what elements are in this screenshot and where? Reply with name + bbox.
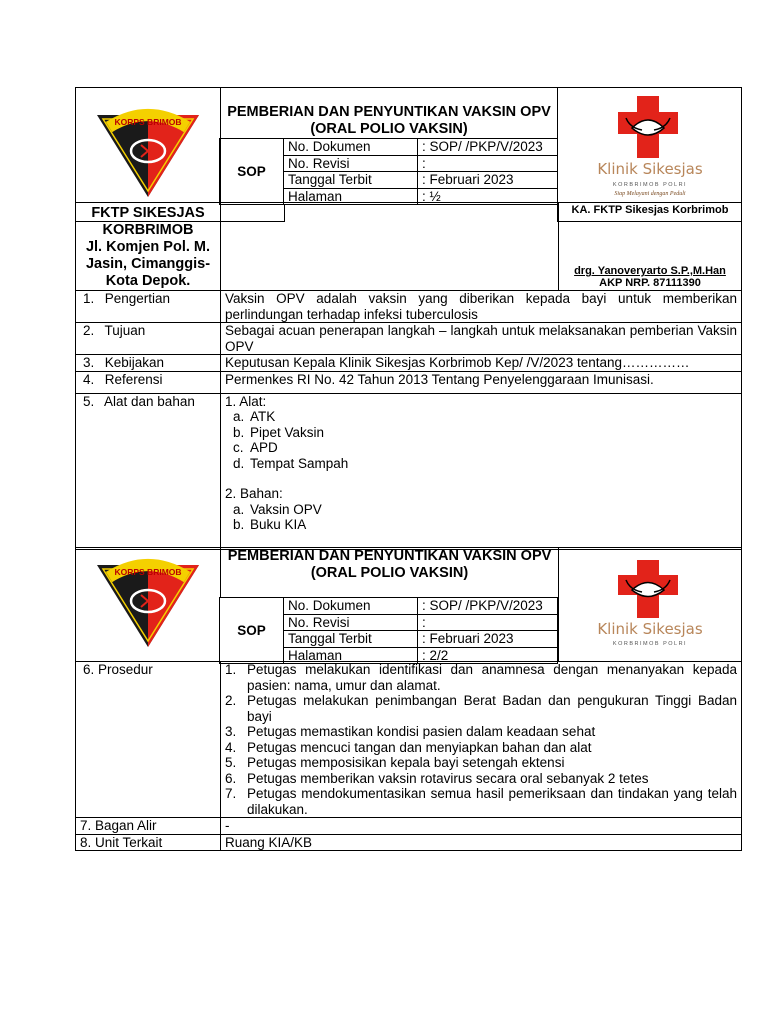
sop-body-1 [75, 202, 742, 291]
klinik-sikesjas-logo [558, 88, 742, 222]
list-item: 2. Petugas melakukan penimbangan Berat Badan dan pengukuran Tinggi Badan bayi [225, 693, 737, 724]
meta-label: Halaman [284, 188, 418, 205]
section-label: 2. Tujuan [76, 323, 221, 355]
bagan-label: 7. Bagan Alir [76, 818, 221, 835]
list-item: b. Pipet Vaksin [233, 424, 325, 440]
svg-text:Klinik Sikesjas: Klinik Sikesjas [596, 160, 703, 178]
meta-label: Tanggal Terbit [284, 631, 418, 648]
sop-label-1: SOP [220, 139, 284, 205]
list-item: 6. Petugas memberikan vaksin rotavirus secara oral sebanyak 2 tetes [225, 770, 649, 786]
section-label: 3. Kebijakan [76, 355, 221, 372]
list-item: d. Tempat Sampah [233, 455, 349, 471]
list-item: 5. Petugas memposisikan kepala bayi setengah ektensi [225, 755, 565, 770]
document-title: PEMBERIAN DAN PENYUNTIKAN VAKSIN OPV (ORAL POLIO VAKSIN) [221, 88, 558, 205]
prosedur-steps [221, 662, 742, 818]
ka-name: drg. Yanoveryarto S.P.,M.Han [574, 265, 726, 277]
meta-label: No. Dokumen [284, 139, 418, 156]
meta-value: : Februari 2023 [418, 172, 558, 189]
section-label: 1. Pengertian [76, 291, 221, 323]
bahan-heading: 2. Bahan: [225, 486, 283, 501]
korps-brimob-logo [76, 548, 221, 662]
unit-label: 8. Unit Terkait [76, 834, 221, 851]
section-label: 4. Referensi [76, 371, 221, 393]
alat-heading: 1. Alat: [225, 393, 267, 409]
sop-label-2: SOP [220, 598, 284, 664]
red-cross-icon [590, 94, 710, 199]
meta-value: : ½ [418, 188, 558, 205]
meta-value: : [418, 614, 558, 631]
meta-label: Tanggal Terbit [284, 172, 418, 189]
list-item: 4. Petugas mencuci tangan dan menyiapkan bahan dan alat [225, 739, 592, 755]
list-item: c. APD [233, 440, 278, 455]
red-cross-icon [590, 558, 710, 648]
meta-table-2 [219, 597, 558, 664]
list-item: 7. Petugas mendokumentasikan semua hasil pemeriksaan dan tindakan yang telah dilakukan. [225, 786, 737, 817]
fktp-line: Jl. Komjen Pol. M. [85, 239, 211, 255]
bagan-value: - [221, 818, 742, 835]
svg-text:KORBRIMOB POLRI: KORBRIMOB POLRI [612, 182, 687, 188]
section-label: 5. Alat dan bahan [76, 393, 221, 549]
document-title: PEMBERIAN DAN PENYUNTIKAN VAKSIN OPV (ORAL POLIO VAKSIN) [221, 548, 559, 598]
prosedur-label: 6. Prosedur [76, 662, 221, 818]
meta-value: : Februari 2023 [418, 631, 558, 648]
list-item: a. ATK [233, 409, 276, 424]
alat-bahan-cell [221, 393, 742, 549]
section-text: Sebagai acuan penerapan langkah – langkah untuk melaksanakan pemberian Vaksin OPV [221, 323, 742, 355]
meta-value: : SOP/ /PKP/V/2023 [418, 598, 558, 615]
fktp-line: Jasin, Cimanggis- [85, 256, 211, 272]
section-text: Keputusan Kepala Klinik Sikesjas Korbrimob Kep/ /V/2023 tentang…………… [221, 355, 742, 372]
klinik-sikesjas-logo [559, 548, 742, 662]
meta-value: : SOP/ /PKP/V/2023 [418, 139, 558, 156]
fktp-block [76, 203, 221, 291]
brimob-shield-icon [93, 105, 203, 201]
svg-text:KORPS BRIMOB: KORPS BRIMOB [114, 566, 182, 577]
prosedur-table [75, 661, 742, 851]
ka-signature-block [559, 203, 742, 291]
svg-text:Klinik Sikesjas: Klinik Sikesjas [597, 619, 703, 638]
meta-table-1 [219, 138, 558, 205]
ka-title: KA. FKTP Sikesjas Korbrimob [571, 204, 729, 216]
meta-label: Halaman [284, 647, 418, 664]
list-item: 1. Petugas melakukan identifikasi dan anamnesa dengan menanyakan kepada pasien: nama, umur dan alamat. [225, 662, 737, 693]
brimob-shield-icon [93, 555, 203, 651]
fktp-line: FKTP SIKESJAS [91, 205, 205, 221]
meta-label: No. Dokumen [284, 598, 418, 615]
fktp-line: Kota Depok. [105, 273, 191, 289]
list-item: 3. Petugas memastikan kondisi pasien dalam keadaan sehat [225, 724, 596, 739]
list-item: a. Vaksin OPV [233, 501, 322, 517]
ka-nrp: AKP NRP. 87111390 [599, 277, 701, 289]
svg-text:Siap Melayani dengan Peduli: Siap Melayani dengan Peduli [613, 191, 686, 197]
meta-label: No. Revisi [284, 155, 418, 172]
list-item: b. Buku KIA [233, 517, 307, 532]
section-text: Vaksin OPV adalah vaksin yang diberikan kepada bayi untuk memberikan perlindungan terhadap infeksi tuberculosis [221, 291, 742, 323]
korps-brimob-logo [76, 88, 221, 222]
meta-label: No. Revisi [284, 614, 418, 631]
svg-text:KORPS BRIMOB: KORPS BRIMOB [114, 116, 182, 127]
meta-value: : 2/2 [418, 647, 558, 664]
svg-text:KORBRIMOB POLRI: KORBRIMOB POLRI [612, 640, 688, 647]
section-text: Permenkes RI No. 42 Tahun 2013 Tentang Penyelenggaraan Imunisasi. [221, 371, 742, 393]
sections-table [75, 290, 742, 550]
fktp-line: KORBRIMOB [102, 222, 194, 238]
empty-cell [221, 203, 559, 291]
meta-value: : [418, 155, 558, 172]
unit-value: Ruang KIA/KB [221, 834, 742, 851]
